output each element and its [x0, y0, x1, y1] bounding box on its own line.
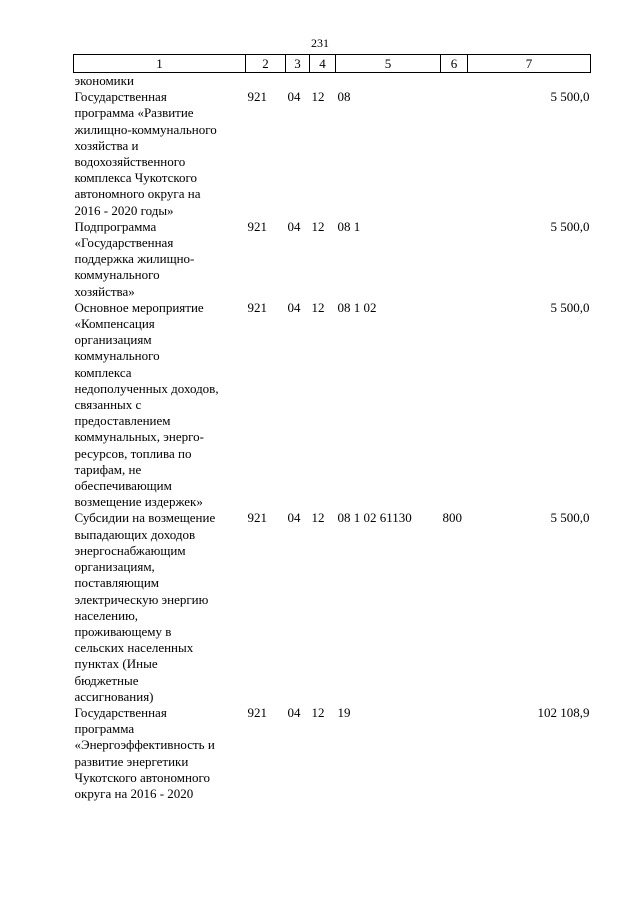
- name-line: населению,: [74, 607, 139, 623]
- name-line: организациям: [74, 332, 152, 348]
- continuation-text: экономики: [74, 73, 134, 88]
- amount: 5 500,0: [550, 218, 590, 234]
- section-code: 04: [287, 299, 301, 315]
- header-row: [74, 55, 591, 73]
- name-line: проживающему в: [74, 623, 172, 639]
- subsection-code: 12: [311, 89, 325, 105]
- page-number: 231: [311, 36, 329, 50]
- expense-type-code: [441, 89, 468, 219]
- subsection-code: 12: [311, 704, 325, 720]
- table-row: [74, 219, 591, 300]
- target-code: 08 1: [337, 218, 361, 234]
- amount: 102 108,9: [537, 704, 590, 720]
- row-name: [74, 89, 246, 219]
- name-line: «Компенсация: [74, 316, 155, 332]
- name-line: выпадающих доходов: [74, 526, 196, 542]
- name-line: электрическую энергию: [74, 591, 209, 607]
- table-row: [74, 705, 591, 802]
- name-line: ресурсов, топлива по: [74, 445, 192, 461]
- name-line: развитие энергетики: [74, 753, 189, 769]
- name-line: «Государственная: [74, 235, 174, 251]
- target-code: 08 1 02: [337, 299, 377, 315]
- name-line: Субсидии на возмещение: [74, 510, 216, 526]
- budget-table: [73, 54, 591, 802]
- name-line: поставляющим: [74, 575, 159, 591]
- target-code: 19: [337, 704, 351, 720]
- section-code: 04: [287, 704, 301, 720]
- target-code: 08 1 02 61130: [337, 510, 412, 526]
- name-line: коммунального: [74, 267, 160, 283]
- name-line: сельских населенных: [74, 640, 194, 656]
- column-header: 1: [74, 55, 246, 73]
- name-line: обеспечивающим: [74, 478, 172, 494]
- name-line: программа «Развитие: [74, 105, 194, 121]
- row-name: [74, 219, 246, 300]
- name-line: жилищно-коммунального: [74, 121, 217, 137]
- column-header: 2: [246, 55, 286, 73]
- expense-type-code: [441, 705, 468, 802]
- name-line: комплекса Чукотского: [74, 170, 197, 186]
- name-line: водохозяйственного: [74, 154, 186, 170]
- ministry-code: 921: [247, 218, 267, 234]
- target-code: 08: [337, 89, 351, 105]
- expense-type-code: [441, 300, 468, 511]
- table-row: [74, 89, 591, 219]
- column-header: 7: [468, 55, 591, 73]
- name-line: округа на 2016 - 2020: [74, 785, 194, 801]
- name-line: автономного округа на: [74, 186, 201, 202]
- name-line: ассигнования): [74, 688, 154, 704]
- column-header: 3: [286, 55, 310, 73]
- amount: 5 500,0: [550, 510, 590, 526]
- name-line: 2016 - 2020 годы»: [74, 202, 174, 218]
- name-line: предоставлением: [74, 413, 171, 429]
- name-line: Основное мероприятие: [74, 299, 204, 315]
- name-line: связанных с: [74, 397, 142, 413]
- continuation-row: [74, 73, 591, 90]
- expense-type-code: [441, 219, 468, 300]
- ministry-code: 921: [247, 704, 267, 720]
- name-line: хозяйства и: [74, 137, 139, 153]
- row-name: [74, 510, 246, 704]
- column-header: 5: [336, 55, 441, 73]
- name-line: «Энергоэффективность и: [74, 737, 215, 753]
- name-line: Чукотского автономного: [74, 769, 210, 785]
- name-line: возмещение издержек»: [74, 494, 203, 510]
- ministry-code: 921: [247, 89, 267, 105]
- name-line: Государственная: [74, 89, 167, 105]
- table-row: [74, 510, 591, 704]
- name-line: организациям,: [74, 559, 155, 575]
- row-name: [74, 300, 246, 511]
- name-line: пунктах (Иные: [74, 656, 158, 672]
- name-line: Государственная: [74, 704, 167, 720]
- column-header: 4: [310, 55, 336, 73]
- ministry-code: 921: [247, 510, 267, 526]
- ministry-code: 921: [247, 299, 267, 315]
- name-line: коммунальных, энерго-: [74, 429, 204, 445]
- name-line: тарифам, не: [74, 461, 142, 477]
- amount: 5 500,0: [550, 89, 590, 105]
- name-line: недополученных доходов,: [74, 380, 219, 396]
- name-line: программа: [74, 721, 135, 737]
- amount: 5 500,0: [550, 299, 590, 315]
- name-line: бюджетные: [74, 672, 139, 688]
- table-row: [74, 300, 591, 511]
- subsection-code: 12: [311, 510, 325, 526]
- subsection-code: 12: [311, 218, 325, 234]
- column-header: 6: [441, 55, 468, 73]
- name-line: коммунального: [74, 348, 160, 364]
- section-code: 04: [287, 218, 301, 234]
- expense-type-code: 800: [442, 510, 462, 526]
- section-code: 04: [287, 510, 301, 526]
- name-line: Подпрограмма: [74, 218, 157, 234]
- name-line: поддержка жилищно-: [74, 251, 195, 267]
- name-line: комплекса: [74, 364, 132, 380]
- section-code: 04: [287, 89, 301, 105]
- name-line: хозяйства»: [74, 283, 135, 299]
- row-name: [74, 705, 246, 802]
- name-line: энергоснабжающим: [74, 542, 186, 558]
- subsection-code: 12: [311, 299, 325, 315]
